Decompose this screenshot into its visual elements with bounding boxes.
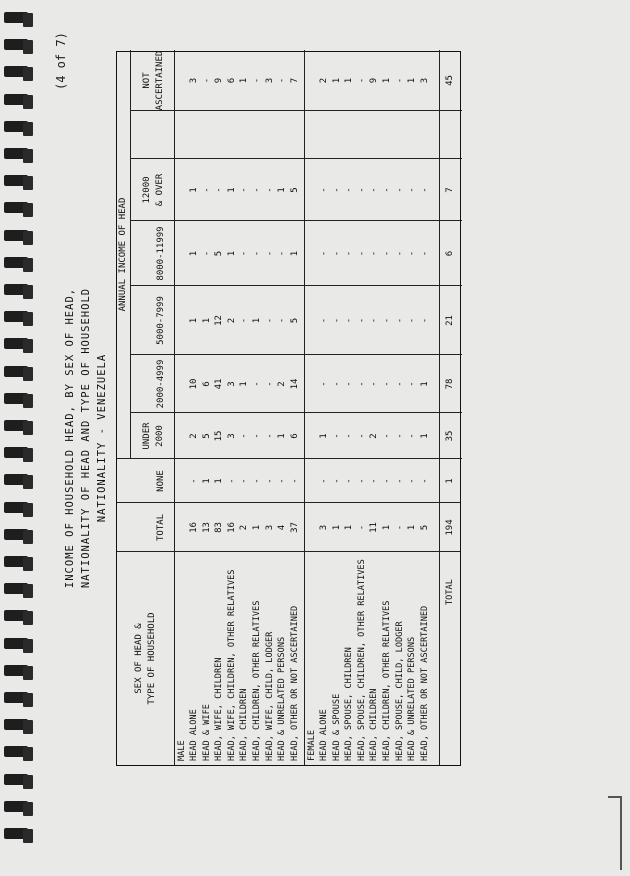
table-cell: -: [252, 187, 262, 193]
table-cell: -: [331, 381, 342, 387]
table-cell: 1: [289, 250, 300, 257]
table-cell: -: [382, 187, 392, 193]
total-cell: 7: [445, 187, 455, 193]
table-title-line-3: NATIONALITY - VENEZUELA: [96, 353, 108, 523]
row-label: HEAD, WIFE, CHILD, LODGER: [264, 631, 275, 761]
table-cell: -: [214, 187, 225, 193]
table-cell: -: [369, 381, 380, 387]
table-cell: -: [289, 478, 300, 484]
table-cell: -: [239, 478, 250, 484]
table-cell: -: [319, 187, 329, 193]
table-cell: -: [239, 433, 250, 439]
table-cell: -: [394, 317, 405, 324]
table-cell: 3: [319, 524, 329, 531]
table-cell: -: [201, 187, 212, 193]
table-cell: 4: [277, 524, 288, 531]
table-cell: 1: [252, 524, 262, 531]
table-cell: -: [419, 187, 430, 193]
table-cell: -: [407, 381, 418, 387]
table-cell: 1: [277, 433, 288, 439]
table-cell: 3: [226, 433, 237, 439]
table-cell: -: [407, 250, 418, 257]
table-cell: 1: [277, 187, 288, 193]
row-label: HEAD, CHILDREN, OTHER RELATIVES: [252, 600, 262, 761]
table-cell: -: [369, 478, 380, 484]
table-cell: -: [319, 478, 329, 484]
table-cell: 3: [226, 381, 237, 387]
row-label: HEAD, OTHER OR NOT ASCERTAINED: [289, 605, 300, 761]
table-cell: 1: [331, 524, 342, 531]
header-8000-11999: 8000-11999: [156, 226, 166, 281]
total-cell: 21: [445, 315, 455, 326]
header-5000-7999: 5000-7999: [156, 296, 166, 345]
table-cell: -: [369, 250, 380, 257]
table-cell: -: [319, 381, 329, 387]
table-cell: -: [407, 187, 418, 193]
table-cell: -: [382, 250, 392, 257]
table-cell: -: [252, 433, 262, 439]
total-label: TOTAL: [445, 579, 455, 605]
table-cell: 41: [214, 378, 225, 390]
table-cell: -: [419, 317, 430, 324]
row-label: HEAD, WIFE, CHILDREN, OTHER RELATIVES: [226, 569, 237, 761]
table-cell: -: [252, 381, 262, 387]
table-cell: 2: [189, 433, 199, 439]
section-male: MALE: [177, 740, 187, 761]
table-cell: -: [201, 77, 212, 84]
table-cell: -: [344, 187, 355, 193]
row-label: HEAD, SPOUSE, CHILDREN: [344, 647, 355, 761]
header-2000-4999: 2000-4999: [156, 359, 166, 409]
row-label: HEAD, CHILDREN: [369, 688, 380, 761]
table-cell: 7: [289, 77, 300, 84]
table-cell: -: [407, 478, 418, 484]
table-cell: 1: [239, 381, 250, 387]
table-cell: -: [331, 250, 342, 257]
table-cell: -: [394, 381, 405, 387]
table-cell: -: [356, 317, 367, 324]
table-cell: -: [356, 478, 367, 484]
table-cell: -: [382, 478, 392, 484]
table-title-line-1: INCOME OF HOUSEHOLD HEAD, BY SEX OF HEAD,: [64, 287, 76, 589]
table-cell: -: [407, 433, 418, 439]
table-cell: 1: [189, 250, 199, 257]
table-cell: -: [277, 317, 288, 324]
table-cell: 1: [239, 77, 250, 84]
table-cell: -: [382, 433, 392, 439]
table-cell: 2: [239, 524, 250, 531]
table-cell: 5: [289, 317, 300, 324]
table-cell: -: [407, 317, 418, 324]
total-cell: 6: [445, 250, 455, 257]
table-cell: -: [252, 250, 262, 257]
table-cell: -: [356, 433, 367, 439]
header-total: TOTAL: [156, 513, 166, 542]
table-cell: 16: [226, 522, 237, 533]
table-cell: 16: [189, 522, 199, 533]
table-cell: -: [344, 250, 355, 257]
table-cell: 11: [369, 522, 380, 533]
table-cell: -: [226, 478, 237, 484]
table-cell: -: [319, 317, 329, 324]
table-cell: -: [344, 381, 355, 387]
table-cell: -: [252, 77, 262, 84]
table-cell: 1: [419, 433, 430, 439]
table-cell: 1: [226, 187, 237, 193]
table-cell: -: [419, 478, 430, 484]
table-cell: -: [356, 77, 367, 84]
table-cell: 12: [214, 315, 225, 326]
header-annual-income: ANNUAL INCOME OF HEAD: [118, 197, 128, 312]
table-cell: -: [264, 381, 275, 387]
table-cell: -: [356, 524, 367, 531]
table-cell: 2: [226, 317, 237, 324]
table-cell: 1: [407, 77, 418, 84]
table-cell: 1: [252, 317, 262, 324]
table-cell: 9: [214, 77, 225, 84]
table-cell: -: [319, 250, 329, 257]
row-label: HEAD, SPOUSE, CHILD, LODGER: [394, 621, 405, 761]
table-cell: -: [394, 187, 405, 193]
table-cell: 5: [289, 187, 300, 193]
table-cell: -: [201, 250, 212, 257]
table-cell: 3: [264, 524, 275, 531]
table-cell: -: [239, 250, 250, 257]
table-cell: 1: [344, 77, 355, 84]
total-cell: 194: [445, 519, 455, 536]
total-cell: 78: [445, 378, 455, 390]
table-cell: -: [344, 317, 355, 324]
table-cell: 14: [289, 378, 300, 390]
table-cell: 9: [369, 77, 380, 84]
row-label: HEAD, SPOUSE, CHILDREN, OTHER RELATIVES: [356, 559, 367, 761]
row-label: HEAD, CHILDREN, OTHER RELATIVES: [382, 600, 392, 761]
row-label: HEAD & SPOUSE: [331, 693, 342, 761]
table-cell: -: [277, 478, 288, 484]
header-none: NONE: [156, 470, 166, 492]
row-label: HEAD, OTHER OR NOT ASCERTAINED: [419, 605, 430, 761]
table-cell: 5: [419, 524, 430, 531]
table-cell: -: [419, 250, 430, 257]
table-cell: 1: [226, 250, 237, 257]
table-cell: 10: [189, 378, 199, 390]
table-cell: 2: [277, 381, 288, 387]
table-cell: 5: [214, 250, 225, 257]
table-cell: -: [277, 77, 288, 84]
row-label: HEAD ALONE: [319, 709, 329, 761]
table-cell: -: [356, 250, 367, 257]
table-cell: -: [394, 524, 405, 531]
row-label: HEAD ALONE: [189, 709, 199, 761]
table-cell: -: [356, 381, 367, 387]
table-title-line-2: NATIONALITY OF HEAD AND TYPE OF HOUSEHOLD: [80, 287, 92, 589]
table-cell: 2: [319, 77, 329, 84]
table-cell: -: [264, 317, 275, 324]
table-cell: -: [394, 433, 405, 439]
table-cell: -: [331, 187, 342, 193]
table-cell: 1: [201, 317, 212, 324]
table-cell: 3: [264, 77, 275, 84]
table-cell: 6: [201, 381, 212, 387]
table-cell: -: [277, 250, 288, 257]
table-cell: -: [394, 250, 405, 257]
table-cell: 1: [382, 77, 392, 84]
section-female: FEMALE: [307, 729, 317, 761]
header-under-2000: UNDER 2000: [142, 422, 165, 450]
table-cell: -: [344, 433, 355, 439]
row-label: HEAD & UNRELATED PERSONS: [407, 636, 418, 761]
row-label: HEAD & WIFE: [201, 704, 212, 761]
row-label: HEAD, WIFE, CHILDREN: [214, 657, 225, 761]
table-cell: 1: [407, 524, 418, 531]
stub-header: SEX OF HEAD & TYPE OF HOUSEHOLD: [134, 612, 157, 705]
table-cell: -: [369, 317, 380, 324]
table-cell: 1: [189, 317, 199, 324]
row-label: HEAD, CHILDREN: [239, 688, 250, 761]
table-cell: 1: [344, 524, 355, 531]
income-table: [116, 51, 461, 766]
table-cell: -: [382, 381, 392, 387]
header-12000-over: 12000 & OVER: [142, 173, 165, 207]
table-cell: -: [239, 317, 250, 324]
table-cell: 1: [382, 524, 392, 531]
table-cell: 1: [331, 77, 342, 84]
table-cell: 37: [289, 522, 300, 533]
table-cell: 15: [214, 430, 225, 442]
header-not-ascertained: NOT ASCERTAINED: [142, 50, 165, 111]
table-cell: -: [344, 478, 355, 484]
table-cell: -: [356, 187, 367, 193]
total-cell: 35: [445, 430, 455, 442]
table-cell: 6: [289, 433, 300, 439]
table-cell: -: [382, 317, 392, 324]
table-cell: -: [331, 478, 342, 484]
table-cell: 83: [214, 522, 225, 533]
table-cell: -: [394, 77, 405, 84]
table-cell: -: [264, 478, 275, 484]
table-cell: -: [252, 478, 262, 484]
table-cell: -: [331, 317, 342, 324]
table-cell: -: [331, 433, 342, 439]
table-cell: -: [369, 187, 380, 193]
table-cell: -: [189, 478, 199, 484]
table-cell: 1: [201, 478, 212, 484]
table-cell: 3: [419, 77, 430, 84]
table-cell: 6: [226, 77, 237, 84]
table-cell: 5: [201, 433, 212, 439]
table-cell: 3: [189, 77, 199, 84]
table-cell: -: [264, 433, 275, 439]
total-cell: 45: [445, 75, 455, 86]
table-cell: -: [239, 187, 250, 193]
total-cell: 1: [445, 478, 455, 484]
table-cell: 1: [419, 381, 430, 387]
table-cell: 13: [201, 522, 212, 533]
table-cell: 1: [319, 433, 329, 439]
table-cell: -: [394, 478, 405, 484]
page-number: (4 of 7): [54, 32, 68, 90]
table-cell: -: [264, 250, 275, 257]
table-cell: 1: [214, 478, 225, 484]
table-cell: -: [264, 187, 275, 193]
table-cell: 2: [369, 433, 380, 439]
row-label: HEAD & UNRELATED PERSONS: [277, 636, 288, 761]
table-cell: 1: [189, 187, 199, 193]
